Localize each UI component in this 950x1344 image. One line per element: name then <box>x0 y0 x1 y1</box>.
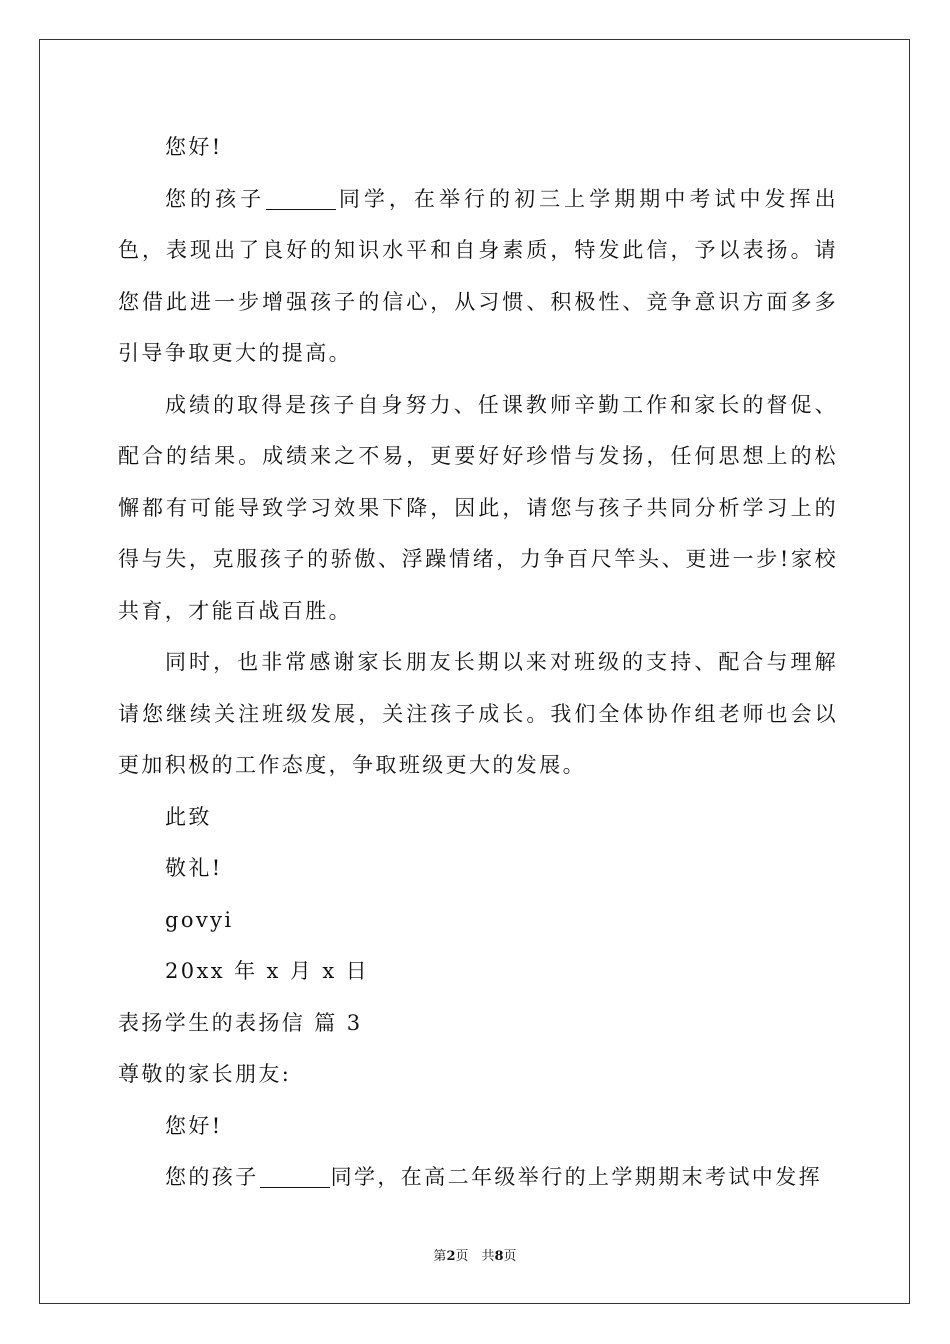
paragraph-4-lead: 您的孩子 <box>165 1165 259 1189</box>
paragraph-1 <box>118 174 838 380</box>
paragraph-3: 同时，也非常感谢家长朋友长期以来对班级的支持、配合与理解请您继续关注班级发展，关注孩子成长。我们全体协作组老师也会以更加积极的工作态度，争取班级更大的发展。 <box>118 650 838 777</box>
name-blank-2 <box>260 1166 330 1188</box>
paragraph-1-text: 同学，在举行的初三上学期期中考试中发挥出色，表现出了良好的知识水平和自身素质，特发此信，予以表扬。请您借此进一步增强孩子的信心，从习惯、积极性、竞争意识方面多多引导争取更大的提高。 <box>118 186 838 365</box>
total-page-count: 8 <box>494 1249 504 1264</box>
paragraph-4-text: 同学，在高二年级举行的上学期期末考试中发挥 <box>330 1165 823 1189</box>
document-body <box>118 122 838 1204</box>
signature: govyi <box>165 907 234 932</box>
paragraph-4 <box>118 1152 838 1204</box>
footer-suffix: 页 <box>503 1249 517 1264</box>
salutation: 尊敬的家长朋友: <box>118 1062 292 1086</box>
section-heading: 表扬学生的表扬信 篇 3 <box>118 1010 363 1035</box>
current-page-number: 2 <box>446 1249 456 1264</box>
date: 20xx 年 x 月 x 日 <box>165 959 370 983</box>
closing-line-2: 敬礼! <box>165 856 223 880</box>
closing-line-1: 此致 <box>165 804 212 829</box>
greeting-2: 您好! <box>165 1113 223 1138</box>
footer-prefix: 第 <box>433 1249 447 1264</box>
name-blank <box>266 188 336 210</box>
page-footer <box>0 1249 950 1265</box>
greeting: 您好! <box>165 135 223 159</box>
paragraph-2: 成绩的取得是孩子自身努力、任课教师辛勤工作和家长的督促、配合的结果。成绩来之不易，更要好好珍惜与发扬，任何思想上的松懈都有可能导致学习效果下降，因此，请您与孩子共同分析学习上的得与失，克服孩子的骄傲、浮躁情绪，力争百尺竿头、更进一步!家校共育，才能百战百胜。 <box>118 392 838 623</box>
paragraph-1-lead: 您的孩子 <box>165 186 266 211</box>
footer-mid: 页 共 <box>455 1249 495 1264</box>
